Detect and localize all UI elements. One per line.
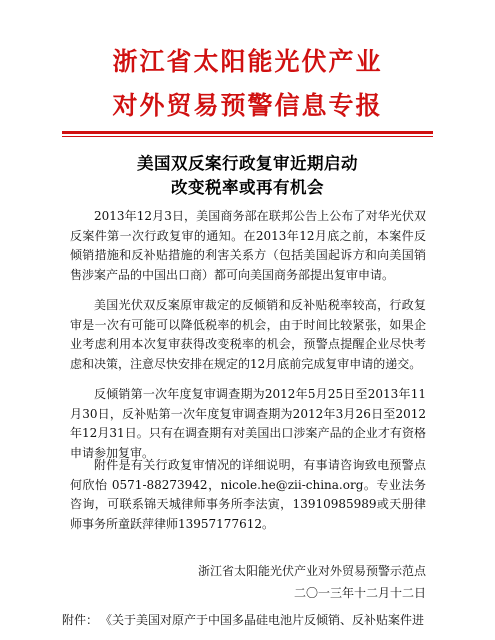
masthead-line-2: 对外贸易预警信息专报 [112,91,383,120]
signature-organization: 浙江省太阳能光伏产业对外贸易预警示范点 [197,564,426,578]
attachment-label: 附件： [62,613,99,627]
body-paragraph-4: 附件是有关行政复审情况的详细说明，有事请咨询致电预警点何欣怡 0571-88273942，nicole.he@zii-china.org。专业法务咨询，可联系锦天城律师事务所李法寅，13910985989或天册律师事务所童跃萍律师13957177612。 [70,458,426,531]
body-paragraph-1: 2013年12月3日，美国商务部在联邦公告上公布了对华光伏双反案件第一次行政复审的通知。在2013年12月底之前，本案件反倾销措施和反补贴措施的利害关系方（包括美国起诉方和向美国销售涉案产品的中国出口商）都可向美国商务部提出复审申请。 [70,209,426,282]
signature-date: 二〇一三年十二月十二日 [293,586,426,600]
article-title-line-2: 改变税率或再有机会 [171,178,324,197]
masthead-divider-thick [62,131,433,134]
article-title-line-1: 美国双反案行政复审近期启动 [137,154,358,173]
body-paragraph-3: 反倾销第一次年度复审调查期为2012年5月25日至2013年11月30日，反补贴第一次年度复审调查期为2012年3月26日至2012年12月31日。只有在调查期有对美国出口涉案产品的企业才有资格申请参加复审。 [70,387,426,460]
attachment-line [62,610,434,630]
masthead-divider-thin [62,136,433,137]
masthead-line-1: 浙江省太阳能光伏产业 [112,47,383,76]
body-paragraph-2: 美国光伏双反案原审裁定的反倾销和反补贴税率较高，行政复审是一次有可能可以降低税率的机会，由于时间比较紧张，如果企业考虑利用本次复审获得改变税率的机会，预警点提醒企业尽快考虑和决策，注意尽快安排在规定的12月底前完成复审申请的递交。 [70,298,426,371]
attachment-title-link[interactable]: 《关于美国对原产于中国多晶硅电池片反倾销、反补贴案件进 [106,613,425,627]
